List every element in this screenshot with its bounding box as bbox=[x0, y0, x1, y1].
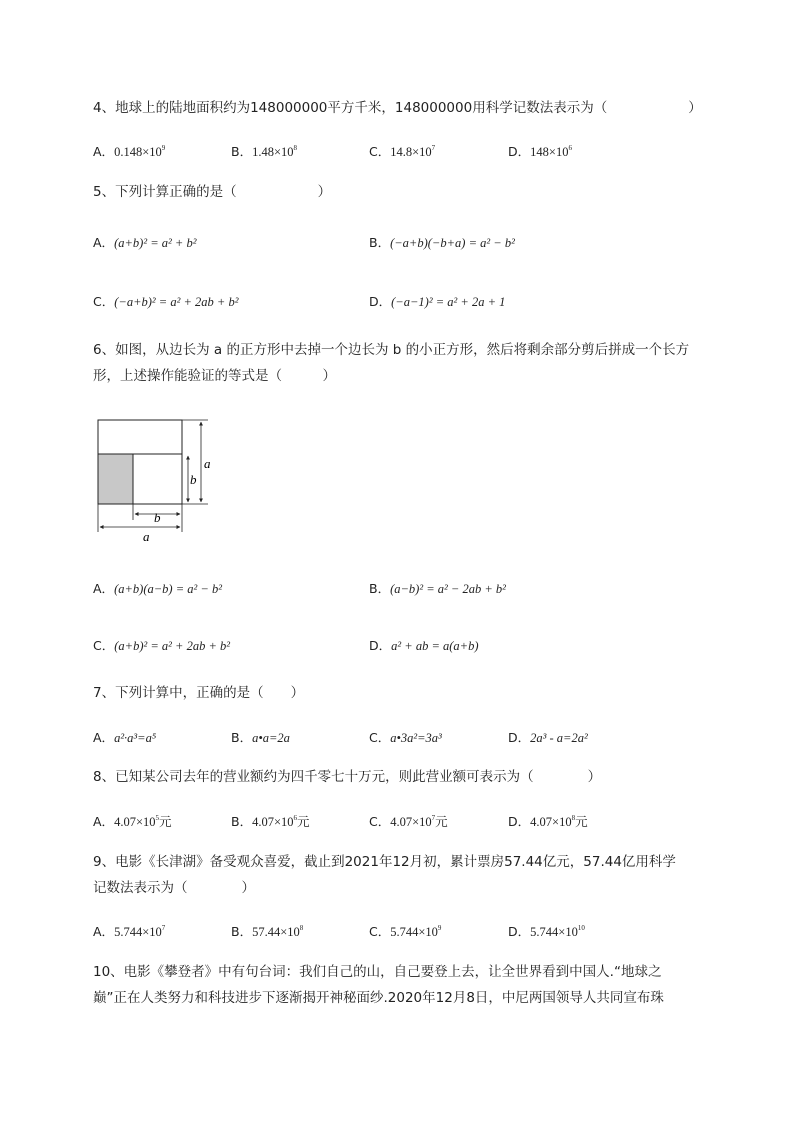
option-d[interactable]: D．$5.744\times 10^{10}$ bbox=[508, 924, 585, 939]
question-8-text: 8、已知某公司去年的营业额约为四千零七十万元，则此营业额可表示为（ ） bbox=[93, 769, 602, 785]
option-c[interactable]: C．$14.8\times 10^7$ bbox=[369, 144, 436, 159]
option-b[interactable]: B．(−a+b)(−b+a) = a² − b² bbox=[369, 235, 515, 250]
option-b[interactable]: B．$4.07\times 10^6$元 bbox=[231, 814, 310, 829]
question-9-text-line1: 9、电影《长津湖》备受观众喜爱，截止到2021年12月初，累计票房57.44亿元，57.44亿用科学 bbox=[93, 854, 676, 870]
option-a[interactable]: A．$5.744\times 10^7$ bbox=[93, 924, 166, 939]
question-5-options-ab bbox=[93, 233, 754, 255]
label-a-right: a bbox=[204, 456, 211, 471]
option-c[interactable]: C．$4.07\times 10^7$元 bbox=[369, 814, 448, 829]
shaded-region bbox=[98, 454, 133, 504]
question-6-text-line2: 形，上述操作能验证的等式是（ ） bbox=[93, 368, 336, 384]
square-diagram-svg bbox=[88, 410, 228, 545]
question-4-options bbox=[93, 142, 754, 164]
label-a-bottom: a bbox=[143, 529, 150, 544]
option-c[interactable]: C．$5.744\times 10^9$ bbox=[369, 924, 442, 939]
question-10-text-line2: 巅”正在人类努力和科技进步下逐渐揭开神秘面纱.2020年12月8日，中尼两国领导人共同宣布珠 bbox=[93, 990, 664, 1006]
option-b[interactable]: B．a•a=2a bbox=[231, 730, 290, 745]
option-a[interactable]: A．$4.07\times 10^5$元 bbox=[93, 814, 172, 829]
question-5-text: 5、下列计算正确的是（ ） bbox=[93, 184, 332, 200]
label-b-right: b bbox=[190, 472, 197, 487]
label-b-bottom: b bbox=[154, 510, 161, 525]
option-d[interactable]: D．a² + ab = a(a+b) bbox=[369, 638, 479, 653]
question-7-options bbox=[93, 728, 754, 750]
option-b[interactable]: B．$57.44\times 10^8$ bbox=[231, 924, 304, 939]
question-9-text-line2: 记数法表示为（ ） bbox=[93, 880, 255, 896]
option-c[interactable]: C．(−a+b)² = a² + 2ab + b² bbox=[93, 294, 239, 309]
question-6-options-ab bbox=[93, 579, 754, 601]
option-d[interactable]: D．$148\times 10^6$ bbox=[508, 144, 572, 159]
question-5-options-cd bbox=[93, 292, 754, 314]
question-6-text-line1: 6、如图，从边长为 a 的正方形中去掉一个边长为 b 的小正方形，然后将剩余部分剪后拼成一个长方 bbox=[93, 342, 690, 358]
question-4-text: 4、地球上的陆地面积约为148000000平方千米，148000000用科学记数法表示为（ ） bbox=[93, 100, 702, 116]
option-a[interactable]: A．$0.148\times 10^9$ bbox=[93, 144, 166, 159]
option-d[interactable]: D．2a³ - a=2a² bbox=[508, 730, 588, 745]
question-6-options-cd bbox=[93, 636, 754, 658]
option-b[interactable]: B．(a−b)² = a² − 2ab + b² bbox=[369, 581, 506, 596]
option-c[interactable]: C．(a+b)² = a² + 2ab + b² bbox=[93, 638, 231, 653]
option-a[interactable]: A．(a+b)(a−b) = a² − b² bbox=[93, 581, 222, 596]
option-a[interactable]: A．a²·a³=a⁵ bbox=[93, 730, 157, 745]
question-9-options bbox=[93, 922, 754, 944]
option-c[interactable]: C．a•3a²=3a³ bbox=[369, 730, 442, 745]
option-d[interactable]: D．$4.07\times 10^8$元 bbox=[508, 814, 588, 829]
option-b[interactable]: B．$1.48\times 10^8$ bbox=[231, 144, 298, 159]
option-a[interactable]: A．(a+b)² = a² + b² bbox=[93, 235, 197, 250]
question-7-text: 7、下列计算中，正确的是（ ） bbox=[93, 685, 305, 701]
option-d[interactable]: D．(−a−1)² = a² + 2a + 1 bbox=[369, 294, 506, 309]
question-8-options bbox=[93, 812, 754, 834]
square-diagram bbox=[88, 410, 228, 549]
question-10-text-line1: 10、电影《攀登者》中有句台词：我们自己的山，自己要登上去，让全世界看到中国人.“地球之 bbox=[93, 964, 662, 980]
